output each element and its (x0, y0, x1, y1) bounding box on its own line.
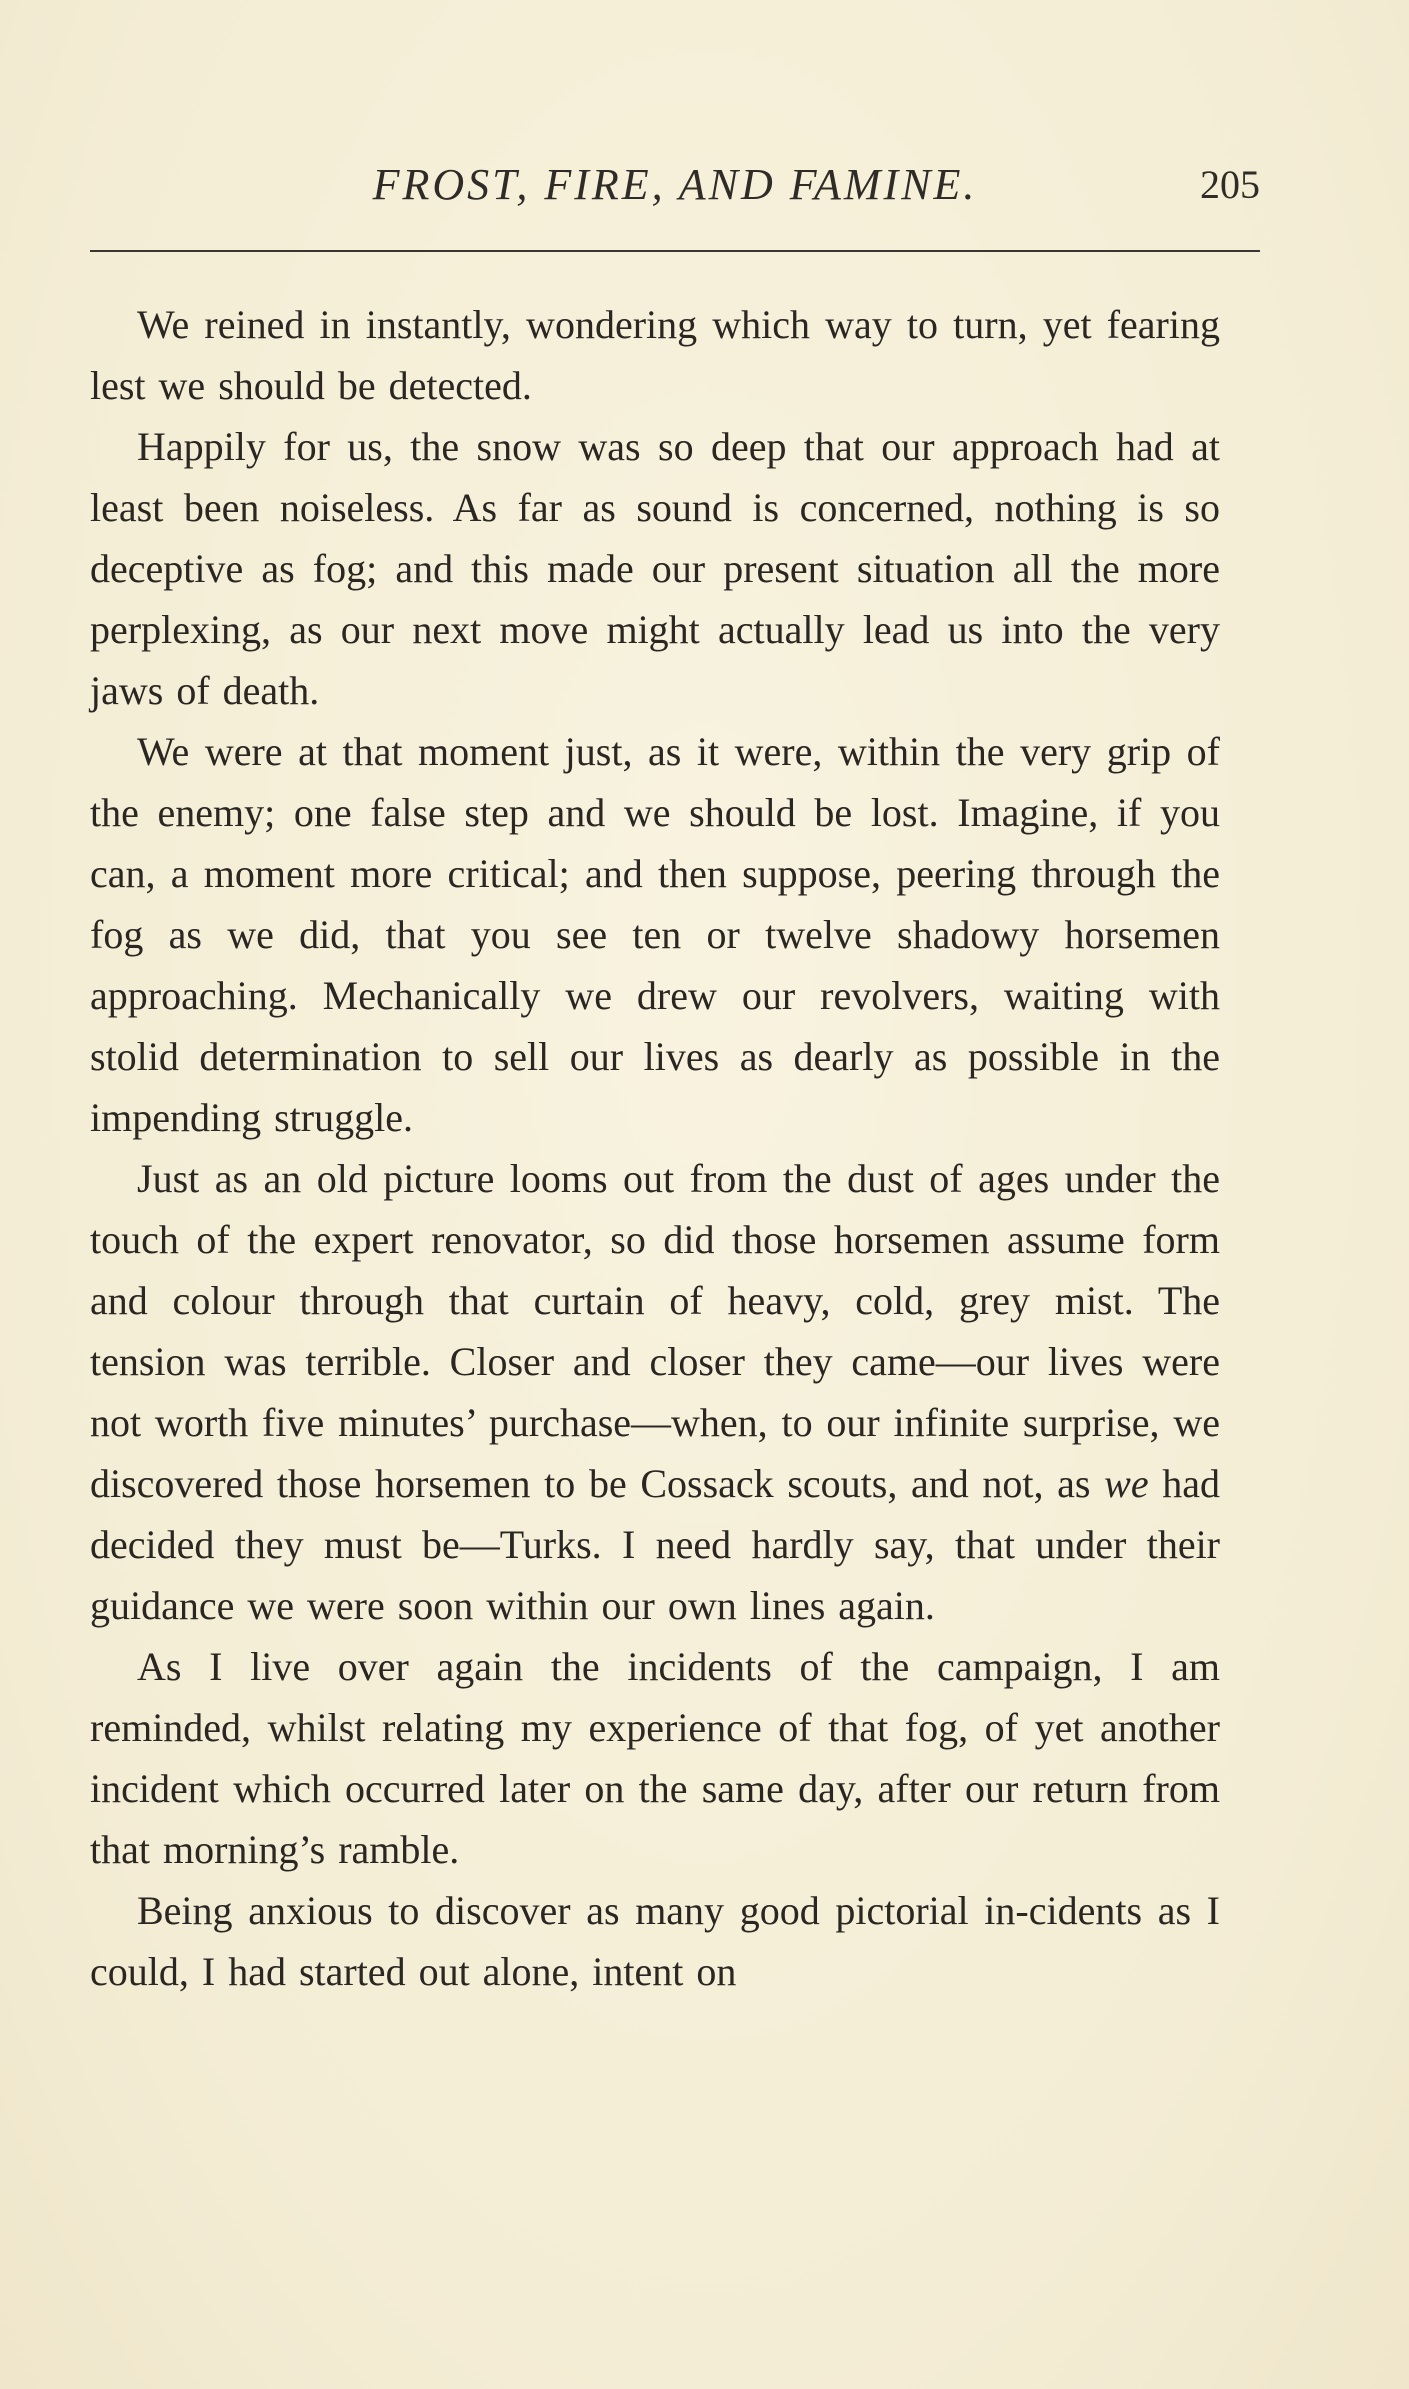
paragraph-6: Being anxious to discover as many good pictorial in-cidents as I could, I had started out alone, intent on (90, 1888, 1220, 1994)
body-text (90, 294, 1220, 2002)
paragraph-2: Happily for us, the snow was so deep that our approach had at least been noiseless. As far as sound is concerned, nothing is so deceptive as fog; and this made our present situation all the more perplexing, as our next move might actually lead us into the very jaws of death. (90, 424, 1220, 713)
paragraph-1: We reined in instantly, wondering which way to turn, yet fearing lest we should be detected. (90, 302, 1220, 408)
paragraph-5: As I live over again the incidents of the campaign, I am reminded, whilst relating my experience of that fog, of yet another incident which occurred later on the same day, after our return from that morning’s ramble. (90, 1644, 1220, 1872)
paragraph-4 (90, 1148, 1220, 1636)
page-number: 205 (1200, 162, 1260, 207)
paragraph-4-part-1: Just as an old picture looms out from the dust of ages under the touch of the expert renovator, so did those horsemen assume form and colour through that curtain of heavy, cold, grey mist. The tension was terrible. Closer and closer they came—our lives were not worth five minutes’ purchase—when, to our infinite surprise, we discovered those horsemen to be Cossack scouts, and not, as (90, 1156, 1220, 1506)
running-title: FROST, FIRE, AND FAMINE. (372, 160, 978, 209)
running-head (90, 155, 1260, 215)
paragraph-4-part-2: had decided they must be—Turks. I need hardly say, that under their guidance we were soon within our own lines again. (90, 1461, 1220, 1628)
header-rule (90, 250, 1260, 252)
emphasis-we: we (1104, 1461, 1149, 1506)
paragraph-3: We were at that moment just, as it were, within the very grip of the enemy; one false step and we should be lost. Imagine, if you can, a moment more critical; and then suppose, peering through the fog as we did, that you see ten or twelve shadowy horsemen approaching. Mechanically we drew our revolvers, waiting with stolid determination to sell our lives as dearly as possible in the impending struggle. (90, 729, 1220, 1140)
